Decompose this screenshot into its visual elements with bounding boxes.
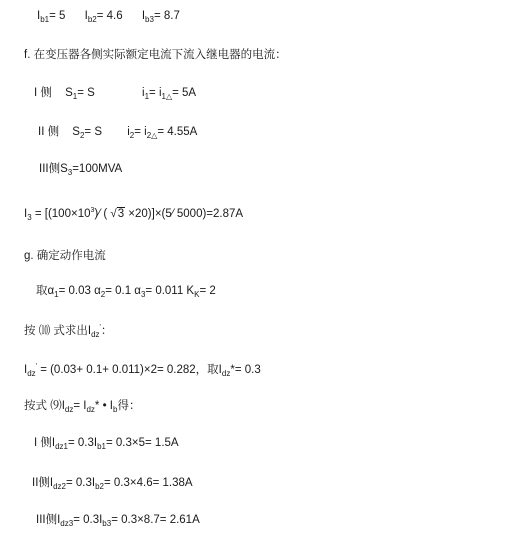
side-1-line: I 侧 $S_1= S$ $i_1= i_{1\triangle}= 5A$	[34, 87, 197, 101]
formula-9-line: 按式 $⑼I_{dz}= I_{dz}*$ • $I_b$得：	[24, 400, 141, 414]
side-2-line: II 侧 $S_2= S$ $i_2= i_{2\triangle}= 4.55A$	[38, 126, 198, 140]
section-f-heading: f. 在变压器各侧实际额定电流下流入继电器的电流：	[24, 49, 287, 61]
side-3-line: III侧$S_3=100MVA$	[39, 163, 123, 177]
section-g-heading: g. 确定动作电流	[24, 250, 106, 262]
rated-currents-line	[37, 8, 180, 24]
find-idz-line: 按 ⑽ 式求出$I_{dz}'$：	[24, 324, 113, 339]
ib1-expr: $I_{b1}= 5$	[37, 10, 66, 24]
idz-calc-line: $I_{dz}' = (0.03+ 0.1+ 0.011)\times 2= 0.282$，取$I_{dz}*= 0.3$	[24, 363, 261, 378]
ib3-expr: $I_{b3}= 8.7$	[141, 10, 180, 24]
idz1-line: I 侧$I_{dz1}= 0.3I_{b1}= 0.3\times 5= 1.5A$	[34, 437, 179, 451]
idz3-line: III侧$I_{dz3}= 0.3I_{b3}= 0.3\times 8.7= 2.61A$	[36, 514, 200, 528]
ib2-expr: $I_{b2}= 4.6$	[84, 10, 123, 24]
idz2-line: II侧$I_{dz2}= 0.3I_{b2}= 0.3\times 4.6= 1.38A$	[32, 477, 193, 491]
i3-formula: $I_3$ = [$(100\times 10^3)⁄$ ( √3 ×20)]×(5⁄ 5000)=2.87A	[24, 207, 244, 222]
coefficients-line: 取$\alpha_1= 0.03$ $\alpha_2= 0.1$ $\alpha_3= 0.011$ $K_K= 2$	[36, 285, 216, 299]
sqrt-symbol: √3	[110, 208, 125, 220]
